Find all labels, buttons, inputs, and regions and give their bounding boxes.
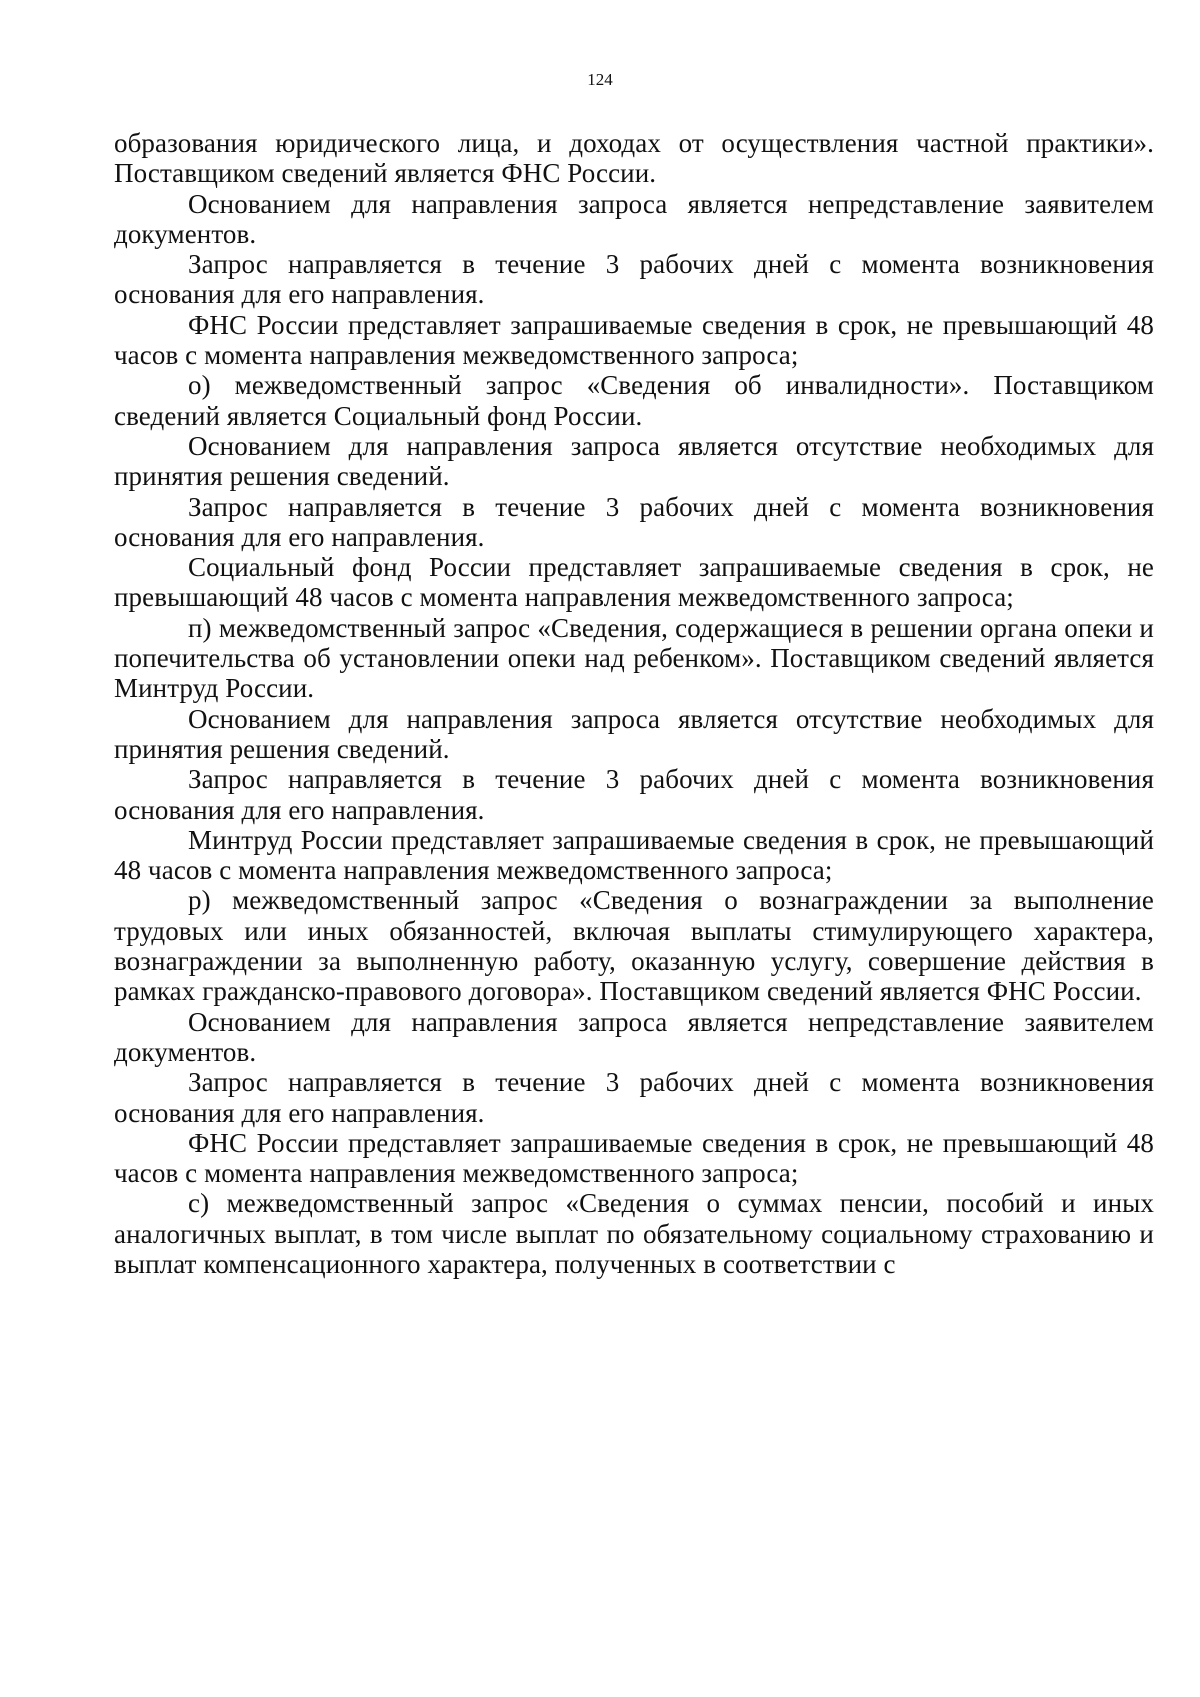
list-item-r: р) межведомственный запрос «Сведения о вознаграждении за выполнение трудовых или иных обязанностей, включая выплаты стимулирующего характера, вознаграждении за выполненную работу, оказанную услугу, совершение действия в рамках гражданско-правового договора». Поставщиком сведений является ФНС России. (114, 885, 1154, 1007)
page-number: 124 (587, 70, 613, 89)
paragraph: Запрос направляется в течение 3 рабочих дней с момента возникновения основания для его направления. (114, 1067, 1154, 1128)
paragraph: образования юридического лица, и доходах от осуществления частной практики». Поставщиком сведений является ФНС России. (114, 128, 1154, 189)
paragraph: Минтруд России представляет запрашиваемые сведения в срок, не превышающий 48 часов с момента направления межведомственного запроса; (114, 824, 1154, 886)
paragraph: Запрос направляется в течение 3 рабочих дней с момента возникновения основания для его направления. (114, 491, 1154, 552)
paragraph: Основанием для направления запроса является непредставление заявителем документов. (114, 1006, 1154, 1067)
paragraph: ФНС России представляет запрашиваемые сведения в срок, не превышающий 48 часов с момента направления межведомственного запроса; (114, 309, 1154, 371)
paragraph: Основанием для направления запроса является непредставление заявителем документов. (114, 188, 1154, 249)
list-item-o: о) межведомственный запрос «Сведения об инвалидности». Поставщиком сведений является Социальный фонд России. (114, 370, 1154, 431)
paragraph: Запрос направляется в течение 3 рабочих дней с момента возникновения основания для его направления. (114, 249, 1154, 310)
paragraph: Социальный фонд России представляет запрашиваемые сведения в срок, не превышающий 48 часов с момента направления межведомственного запроса; (114, 552, 1154, 613)
list-item-p: п) межведомственный запрос «Сведения, содержащиеся в решении органа опеки и попечительства об установлении опеки над ребенком». Поставщиком сведений является Минтруд России. (114, 612, 1154, 704)
paragraph: Основанием для направления запроса является отсутствие необходимых для принятия решения сведений. (114, 703, 1154, 764)
list-item-s: с) межведомственный запрос «Сведения о суммах пенсии, пособий и иных аналогичных выплат, в том числе выплат по обязательному социальному страхованию и выплат компенсационного характера, полученных в соответствии с (114, 1188, 1154, 1279)
paragraph: Основанием для направления запроса является отсутствие необходимых для принятия решения сведений. (114, 430, 1154, 492)
paragraph: ФНС России представляет запрашиваемые сведения в срок, не превышающий 48 часов с момента направления межведомственного запроса; (114, 1127, 1154, 1189)
paragraph: Запрос направляется в течение 3 рабочих дней с момента возникновения основания для его направления. (114, 764, 1154, 825)
document-body (114, 128, 1154, 1279)
